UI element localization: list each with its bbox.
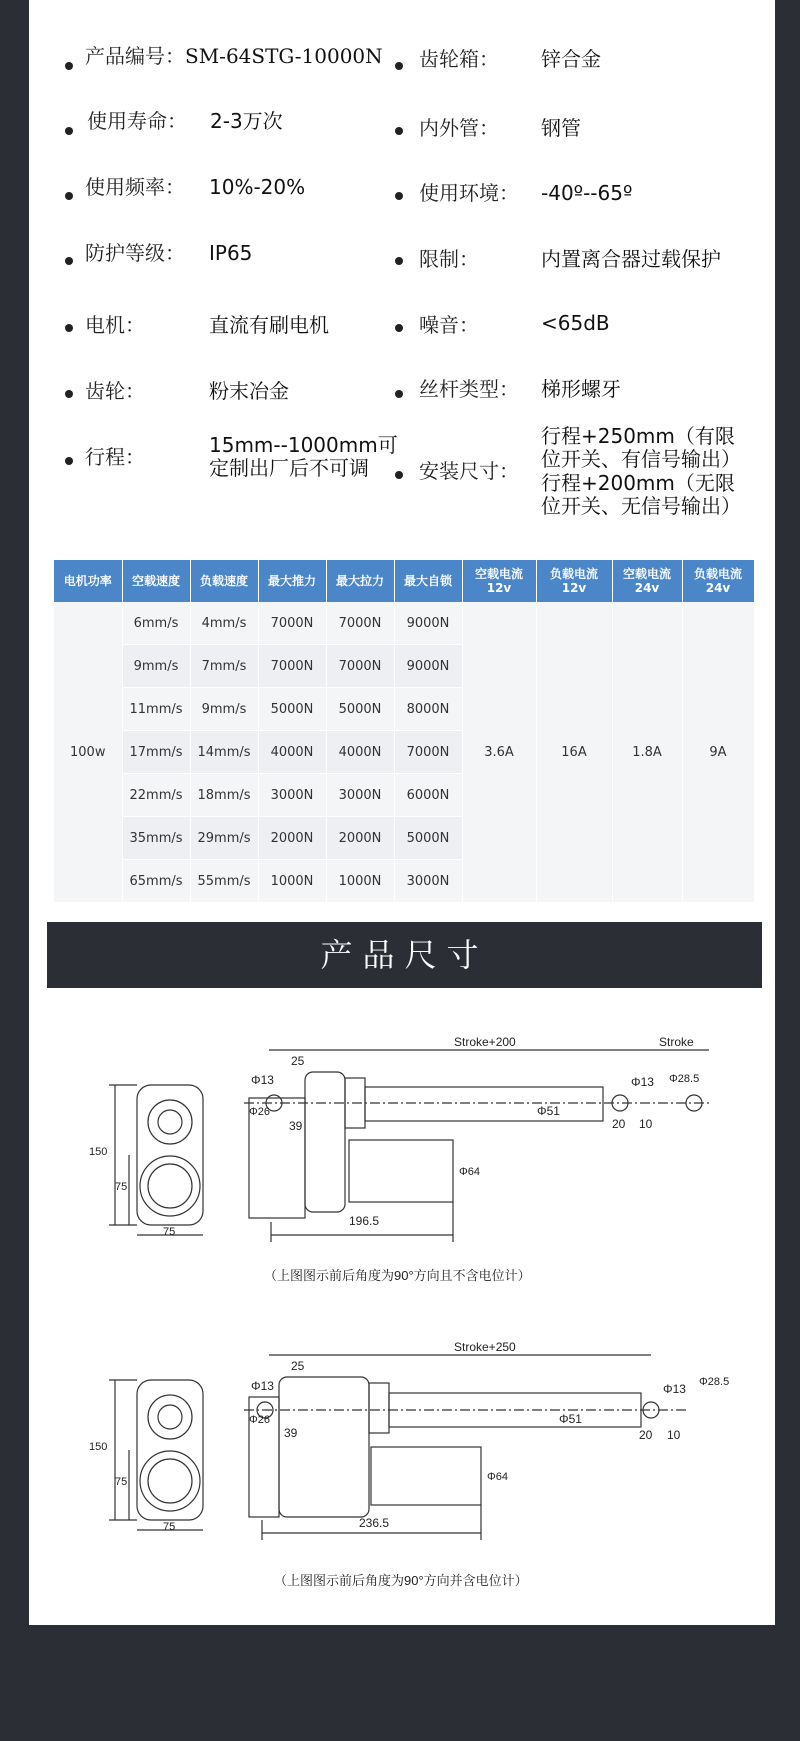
dim-label: Φ51: [559, 1412, 582, 1426]
dim-label: 39: [284, 1426, 298, 1440]
current-cell: 1.8A: [612, 602, 682, 903]
bullet: [65, 324, 73, 332]
bullet: [65, 257, 73, 265]
dim-label: Φ26: [249, 1414, 271, 1426]
tube-label: 内外管：: [419, 116, 499, 140]
table-cell: 29mm/s: [190, 817, 258, 860]
limit-label: 限制：: [419, 247, 479, 271]
bullet: [65, 127, 73, 135]
content-panel: [29, 0, 775, 1625]
dim-label: 75: [115, 1476, 128, 1488]
col-header: 最大拉力: [326, 560, 394, 602]
col-header: 空载速度: [122, 560, 190, 602]
dim-label: Φ28.5: [699, 1376, 730, 1388]
freq-value: 10%-20%: [209, 175, 306, 199]
dim-label: 75: [163, 1521, 176, 1533]
dim-label: Φ51: [537, 1104, 560, 1118]
table-cell: 4000N: [258, 731, 326, 774]
section-header: [47, 922, 762, 988]
bullet: [65, 390, 73, 398]
dimension-drawing-2: [59, 1305, 759, 1615]
current-cell: 16A: [536, 602, 612, 903]
col-header: 负载速度: [190, 560, 258, 602]
bullet: [65, 192, 73, 200]
table-cell: 6000N: [394, 774, 462, 817]
current-cell: 9A: [682, 602, 754, 903]
dim-label: 150: [89, 1146, 108, 1158]
dim-label: Φ26: [249, 1106, 271, 1118]
table-cell: 7mm/s: [190, 645, 258, 688]
screw-label: 丝杆类型：: [419, 377, 519, 401]
table-cell: 65mm/s: [122, 860, 190, 903]
table-cell: 22mm/s: [122, 774, 190, 817]
table-cell: 3000N: [394, 860, 462, 903]
dim-label: Φ13: [631, 1075, 654, 1089]
life-value: 2-3万次: [210, 109, 283, 133]
screw-value: 梯形螺牙: [541, 377, 621, 401]
bullet: [395, 192, 403, 200]
protection-value: IP65: [209, 241, 253, 265]
table-cell: 5000N: [394, 817, 462, 860]
stroke-label: Stroke+250: [454, 1340, 516, 1354]
bullet: [395, 324, 403, 332]
table-cell: 6mm/s: [122, 602, 190, 645]
table-cell: 1000N: [258, 860, 326, 903]
freq-label: 使用频率：: [85, 175, 185, 199]
drawing-caption: （上图图示前后角度为90°方向且不含电位计）: [264, 1268, 531, 1283]
col-header: 最大推力: [258, 560, 326, 602]
col-header: 电机功率: [54, 560, 122, 602]
dim-label: 10: [639, 1117, 653, 1131]
table-cell: 7000N: [258, 602, 326, 645]
dim-label: 150: [89, 1441, 108, 1453]
stroke-short-label: Stroke: [659, 1035, 694, 1049]
stroke-value-1: 15mm--1000mm可: [209, 433, 398, 457]
section-title: 产品尺寸: [320, 936, 489, 974]
dim-label: 39: [289, 1119, 303, 1133]
dim-label: Φ13: [663, 1382, 686, 1396]
table-cell: 9000N: [394, 645, 462, 688]
bullet: [395, 127, 403, 135]
dim-label: Φ64: [459, 1166, 481, 1178]
table-cell: 7000N: [258, 645, 326, 688]
stroke-value-2: 定制出厂后不可调: [209, 456, 369, 480]
gear-value: 粉末冶金: [209, 379, 289, 403]
dim-label: 20: [639, 1428, 653, 1442]
table-cell: 7000N: [326, 645, 394, 688]
table-cell: 4000N: [326, 731, 394, 774]
table-cell: 2000N: [326, 817, 394, 860]
gearbox-label: 齿轮箱：: [419, 47, 499, 71]
env-label: 使用环境：: [419, 181, 519, 205]
install-label: 安装尺寸：: [419, 459, 519, 483]
bullet: [65, 62, 73, 70]
table-cell: 14mm/s: [190, 731, 258, 774]
table-cell: 18mm/s: [190, 774, 258, 817]
table-cell: 55mm/s: [190, 860, 258, 903]
motor-label: 电机：: [85, 313, 145, 337]
table-cell: 35mm/s: [122, 817, 190, 860]
col-header: 负载电流 12v: [536, 560, 612, 602]
bullet: [395, 390, 403, 398]
dimension-drawing-1: [59, 1010, 759, 1310]
table-cell: 4mm/s: [190, 602, 258, 645]
dim-label: 25: [291, 1359, 305, 1373]
bullet: [395, 257, 403, 265]
table-cell: 11mm/s: [122, 688, 190, 731]
dim-label: 196.5: [349, 1214, 380, 1228]
protection-label: 防护等级：: [85, 241, 185, 265]
product-no-value: SM-64STG-10000N: [185, 44, 383, 68]
dim-label: 20: [612, 1117, 626, 1131]
install-value-2: 位开关、有信号输出）: [541, 447, 741, 471]
table-cell: 9mm/s: [122, 645, 190, 688]
spec-table: [54, 560, 755, 903]
table-cell: 7000N: [326, 602, 394, 645]
dim-label: 25: [291, 1054, 305, 1068]
dim-label: 236.5: [359, 1516, 390, 1530]
noise-label: 噪音：: [419, 313, 479, 337]
col-header: 负载电流 24v: [682, 560, 754, 602]
table-cell: 9000N: [394, 602, 462, 645]
power-cell: 100w: [54, 602, 122, 903]
dim-label: Φ13: [251, 1379, 274, 1393]
table-header-row: [54, 560, 754, 602]
stroke-label: Stroke+200: [454, 1035, 516, 1049]
bullet: [395, 471, 403, 479]
motor-value: 直流有刷电机: [209, 313, 329, 337]
table-cell: 5000N: [326, 688, 394, 731]
bullet: [65, 457, 73, 465]
limit-value: 内置离合器过载保护: [541, 247, 721, 271]
spec-list: [29, 0, 775, 540]
col-header: 最大自锁: [394, 560, 462, 602]
dim-label: 75: [115, 1181, 128, 1193]
gearbox-value: 锌合金: [541, 47, 601, 71]
gear-label: 齿轮：: [85, 379, 145, 403]
install-value-1: 行程+250mm（有限: [541, 424, 735, 448]
table-cell: 8000N: [394, 688, 462, 731]
tube-value: 钢管: [541, 116, 581, 140]
col-header: 空载电流 24v: [612, 560, 682, 602]
table-cell: 3000N: [326, 774, 394, 817]
life-label: 使用寿命：: [87, 109, 187, 133]
drawing-caption: （上图图示前后角度为90°方向并含电位计）: [274, 1573, 528, 1588]
table-cell: 9mm/s: [190, 688, 258, 731]
bullet: [395, 62, 403, 70]
product-no-label: 产品编号：: [85, 44, 185, 68]
col-header: 空载电流 12v: [462, 560, 536, 602]
dim-label: Φ28.5: [669, 1073, 700, 1085]
dim-label: Φ13: [251, 1073, 274, 1087]
table-cell: 5000N: [258, 688, 326, 731]
install-value-4: 位开关、无信号输出）: [541, 494, 741, 518]
install-value-3: 行程+200mm（无限: [541, 471, 735, 495]
noise-value: <65dB: [541, 311, 610, 335]
table-cell: 2000N: [258, 817, 326, 860]
stroke-label: 行程：: [85, 445, 145, 469]
table-cell: 1000N: [326, 860, 394, 903]
dim-label: 10: [667, 1428, 681, 1442]
dim-label: Φ64: [487, 1471, 509, 1483]
dim-label: 75: [163, 1226, 176, 1238]
table-cell: 3000N: [258, 774, 326, 817]
table-cell: 17mm/s: [122, 731, 190, 774]
current-cell: 3.6A: [462, 602, 536, 903]
table-cell: 7000N: [394, 731, 462, 774]
env-value: -40º--65º: [541, 181, 633, 205]
table-row: [54, 602, 754, 645]
